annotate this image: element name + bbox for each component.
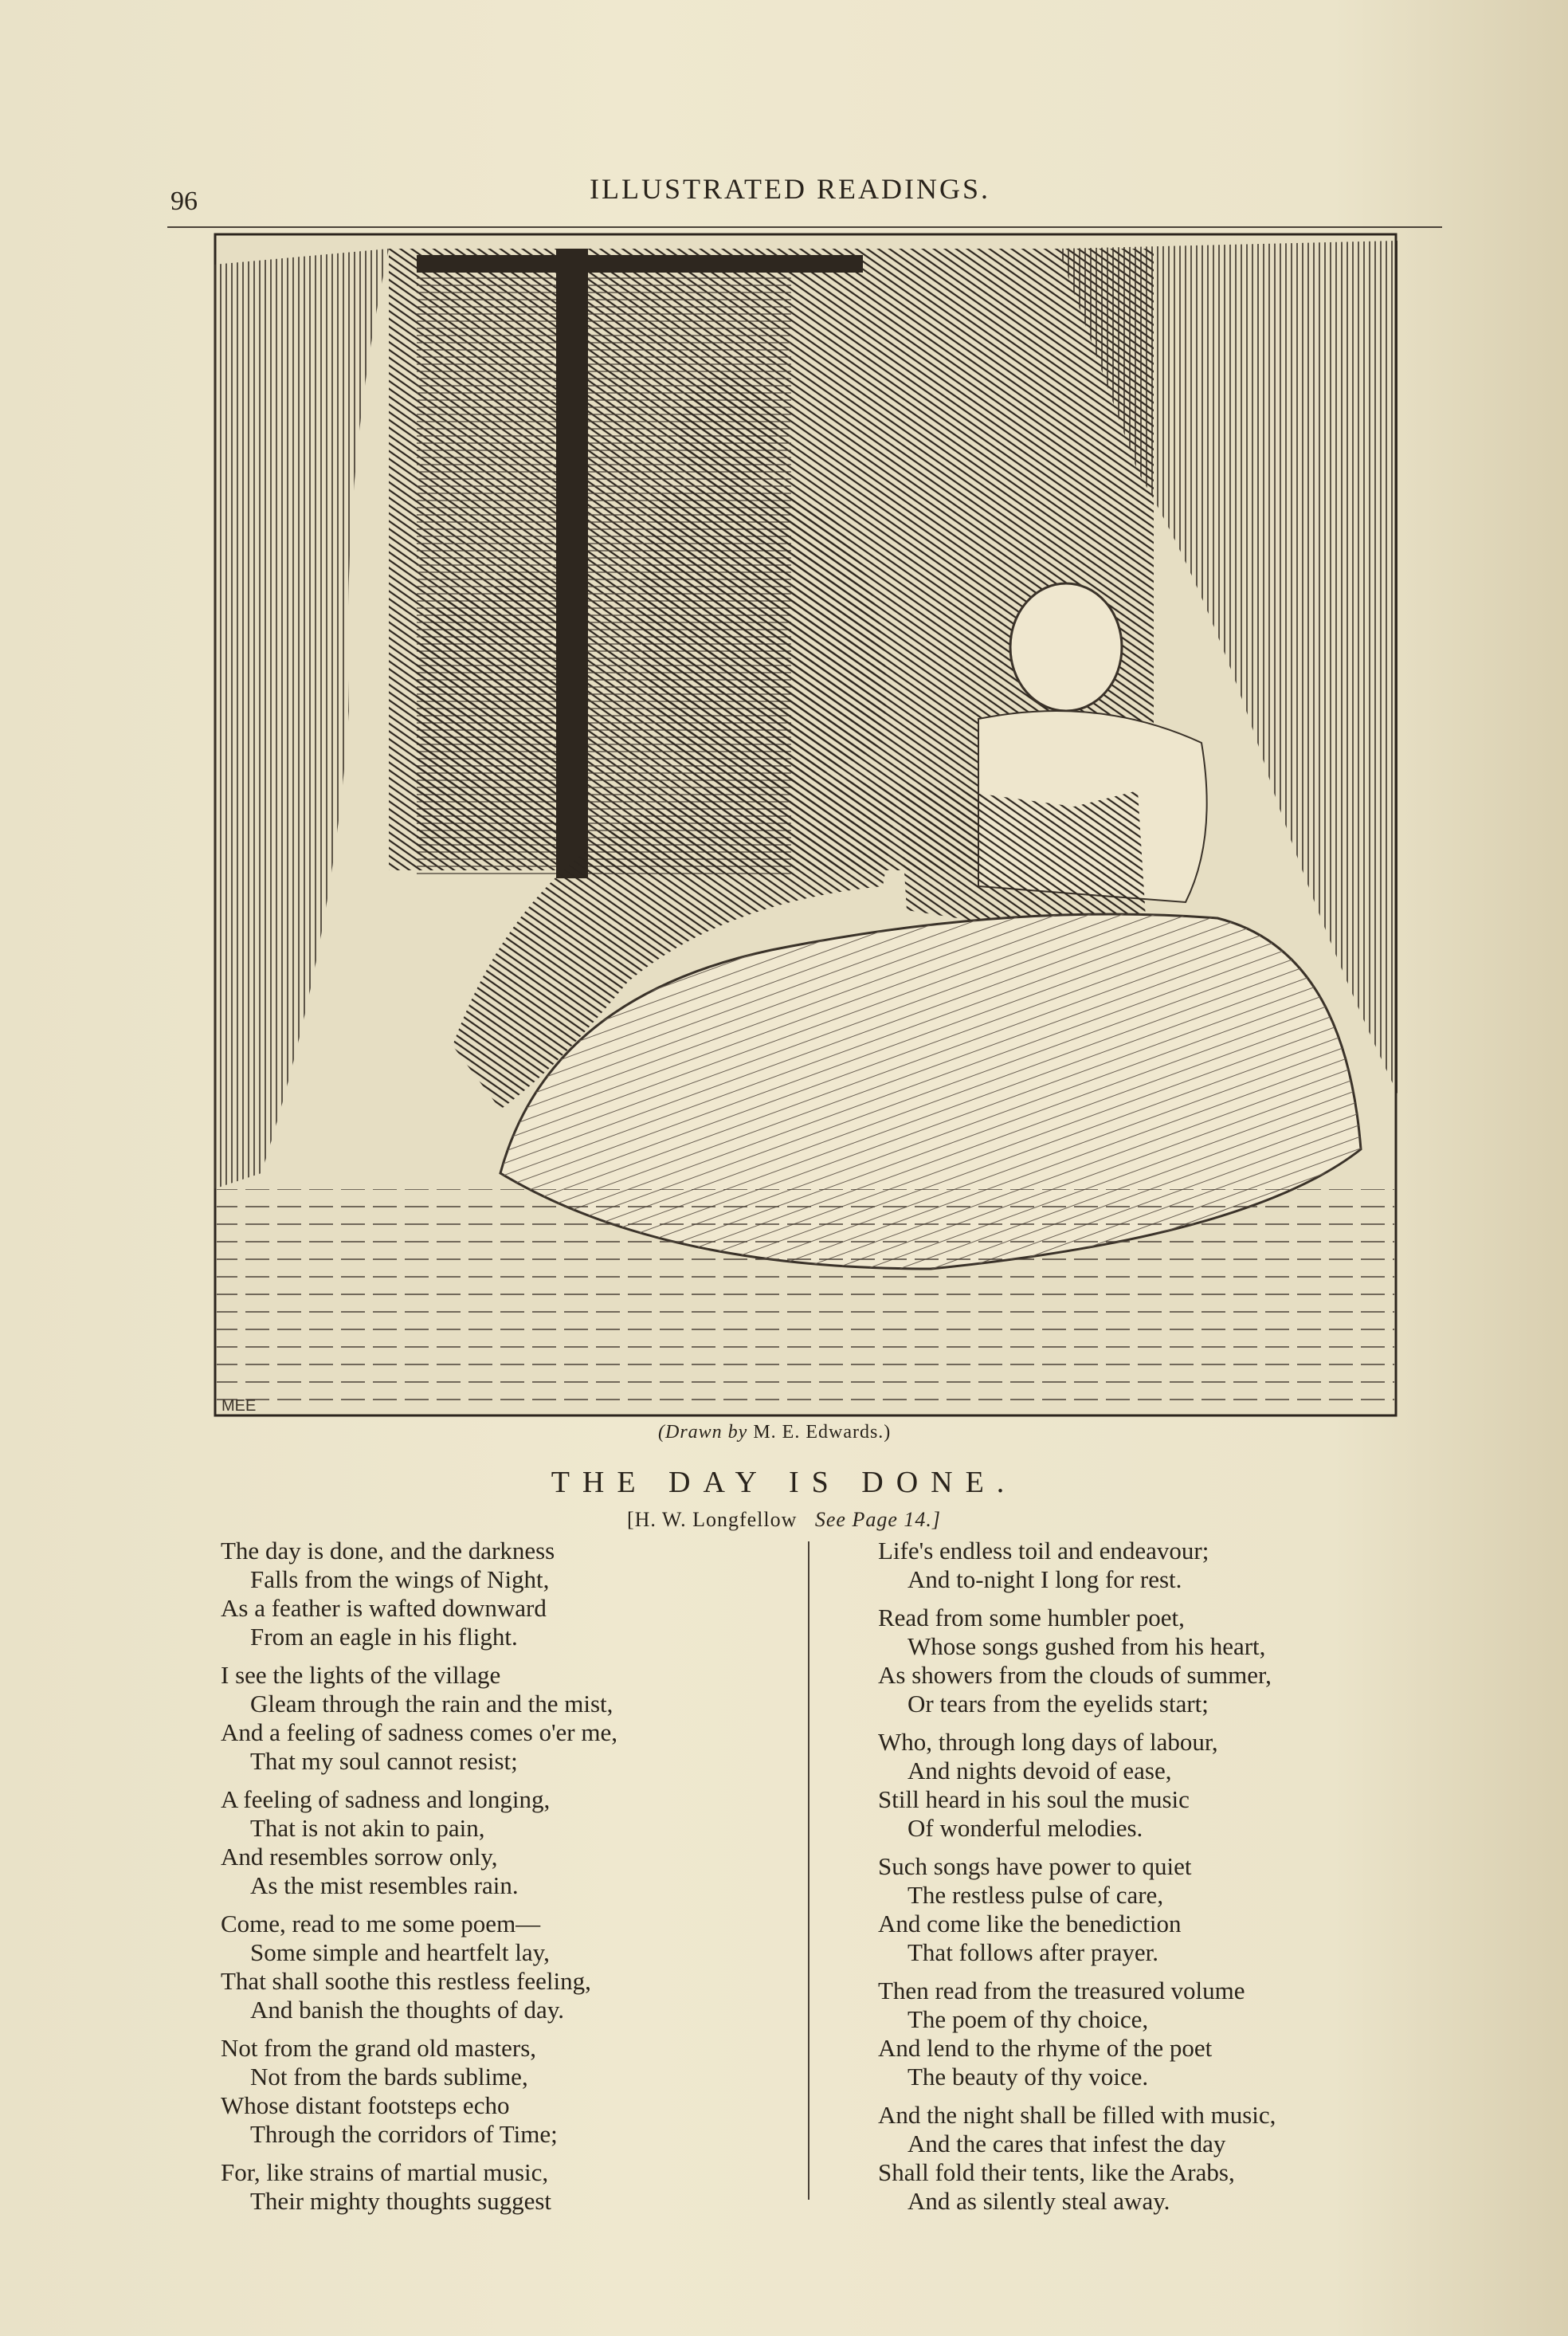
poem-line: Not from the bards sublime, — [250, 2063, 528, 2091]
page-number: 96 — [171, 186, 198, 216]
poem-line: Some simple and heartfelt lay, — [250, 1938, 550, 1966]
poem-line: That follows after prayer. — [907, 1938, 1159, 1966]
poem-column-left — [221, 1537, 778, 2225]
poem-line: Or tears from the eyelids start; — [907, 1690, 1209, 1718]
poem-author: [H. W. Longfellow — [626, 1508, 798, 1531]
man-head — [678, 375, 777, 489]
poem-line: And banish the thoughts of day. — [250, 1996, 565, 2024]
floor — [217, 1189, 1394, 1412]
stanza — [221, 1785, 778, 1900]
artist-monogram: MEE — [221, 1397, 257, 1415]
poem-line: That shall soothe this restless feeling, — [221, 1967, 591, 1995]
poem-line: And the cares that infest the day — [907, 2130, 1226, 2157]
poem-line: Through the corridors of Time; — [250, 2120, 558, 2148]
poem-line: Still heard in his soul the music — [878, 1785, 1190, 1813]
poem-line: The day is done, and the darkness — [221, 1537, 555, 1565]
stanza — [221, 1910, 778, 2024]
poem-line: Who, through long days of labour, — [878, 1728, 1218, 1756]
page-reference: See Page 14.] — [814, 1508, 942, 1531]
poem-line: Such songs have power to quiet — [878, 1852, 1192, 1880]
poem-line: Life's endless toil and endeavour; — [878, 1537, 1209, 1565]
illustration-credit — [658, 1422, 891, 1443]
poem-line: Read from some humbler poet, — [878, 1604, 1185, 1631]
stanza — [221, 2158, 778, 2216]
poem-line: Their mighty thoughts suggest — [250, 2187, 552, 2215]
stanza — [221, 1537, 778, 1651]
poem-line: From an eagle in his flight. — [250, 1623, 518, 1651]
stanza — [221, 2034, 778, 2149]
poem-line: Come, read to me some poem— — [221, 1910, 541, 1938]
poem-line: As the mist resembles rain. — [250, 1871, 519, 1899]
stanza — [878, 1604, 1484, 1718]
woman-head — [1010, 583, 1122, 711]
poem-line: As a feather is wafted downward — [221, 1594, 547, 1622]
stanza — [878, 2101, 1484, 2216]
poem-line: Gleam through the rain and the mist, — [250, 1690, 613, 1718]
poem-line: As showers from the clouds of summer, — [878, 1661, 1272, 1689]
poem-line: The beauty of thy voice. — [907, 2063, 1149, 2091]
window-mullion — [556, 249, 588, 878]
poem-line: That my soul cannot resist; — [250, 1747, 518, 1775]
poem-line: I see the lights of the village — [221, 1661, 501, 1689]
poem-line: And as silently steal away. — [907, 2187, 1170, 2215]
poem-line: Falls from the wings of Night, — [250, 1565, 550, 1593]
poem-line: The poem of thy choice, — [907, 2005, 1149, 2033]
credit-artist: M. E. Edwards.) — [753, 1422, 892, 1443]
credit-prefix: (Drawn by — [658, 1422, 748, 1443]
poem-line: And to-night I long for rest. — [907, 1565, 1182, 1593]
poem-line: The restless pulse of care, — [907, 1881, 1164, 1909]
poem-line: Whose songs gushed from his heart, — [907, 1632, 1266, 1660]
column-divider — [808, 1541, 809, 2200]
open-book — [899, 783, 1146, 934]
stanza — [878, 1852, 1484, 1967]
stanza — [878, 1537, 1484, 1594]
poem-line: Of wonderful melodies. — [907, 1814, 1143, 1842]
stanza — [221, 1661, 778, 1776]
poem-line: And resembles sorrow only, — [221, 1843, 498, 1871]
poem-attribution — [0, 1508, 1568, 1532]
header-rule — [167, 226, 1442, 228]
poem-line: And lend to the rhyme of the poet — [878, 2034, 1213, 2062]
poem-line: For, like strains of martial music, — [221, 2158, 549, 2186]
poem-column-right — [878, 1537, 1484, 2225]
poem-line: And come like the benediction — [878, 1910, 1182, 1938]
poem-title: THE DAY IS DONE. — [551, 1466, 1017, 1499]
running-title: ILLUSTRATED READINGS. — [590, 173, 990, 205]
poem-line: Then read from the treasured volume — [878, 1977, 1245, 2004]
stanza — [878, 1977, 1484, 2091]
poem-line: Whose distant footsteps echo — [221, 2091, 510, 2119]
poem-line: That is not akin to pain, — [250, 1814, 485, 1842]
poem-line: Shall fold their tents, like the Arabs, — [878, 2158, 1235, 2186]
engraving-illustration — [214, 233, 1397, 1417]
stanza — [878, 1728, 1484, 1843]
poem-line: A feeling of sadness and longing, — [221, 1785, 551, 1813]
poem-line: And a feeling of sadness comes o'er me, — [221, 1718, 617, 1746]
poem-line: Not from the grand old masters, — [221, 2034, 537, 2062]
poem-line: And the night shall be filled with music, — [878, 2101, 1276, 2129]
poem-line: And nights devoid of ease, — [907, 1757, 1172, 1784]
